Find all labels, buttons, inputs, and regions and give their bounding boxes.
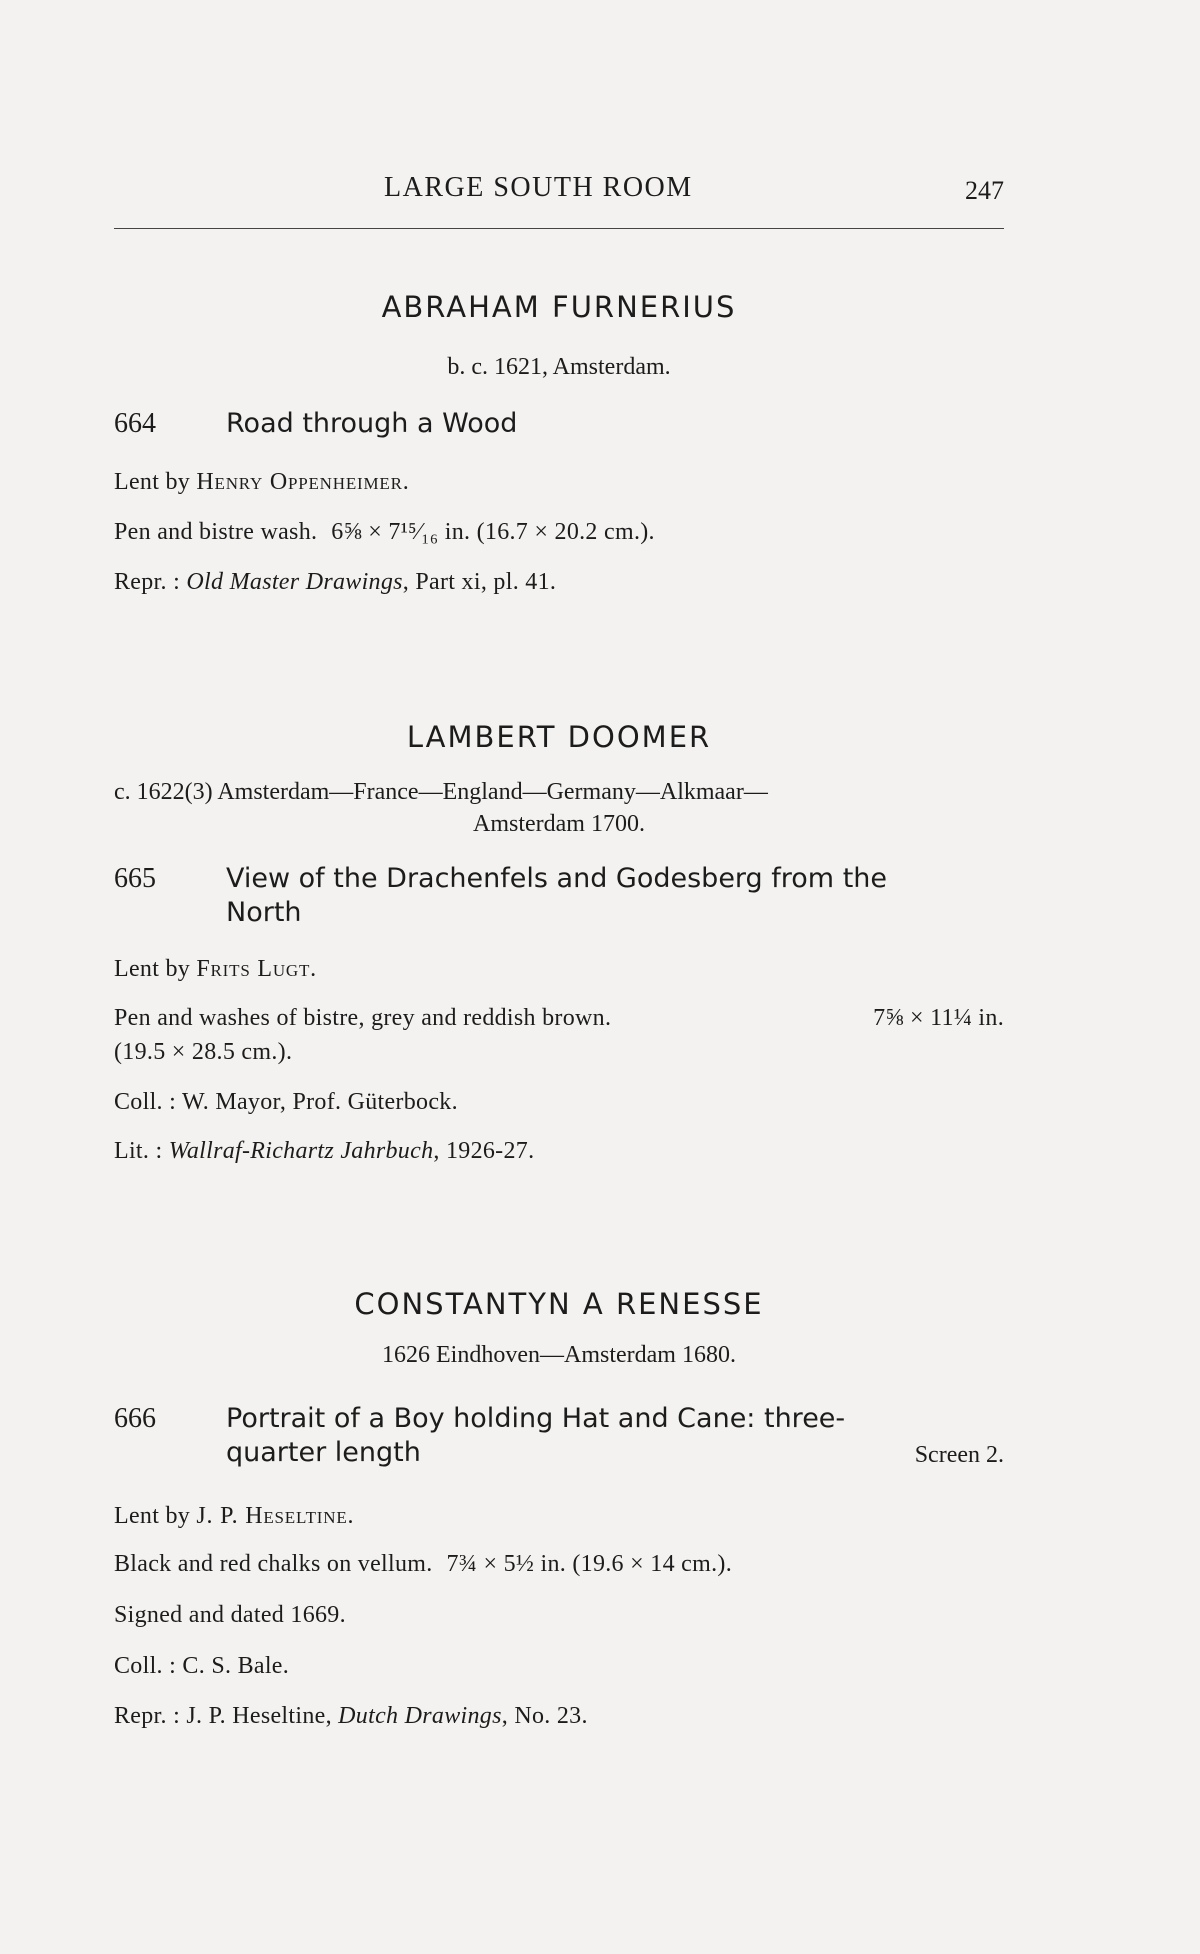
- repr-label: Repr. :: [114, 569, 187, 595]
- reproduction-line: [114, 565, 1004, 599]
- running-title: LARGE SOUTH ROOM: [384, 172, 693, 203]
- lender-line: [114, 952, 1004, 986]
- lender-line: [114, 465, 1004, 499]
- lender-name: Frits Lugt.: [196, 956, 317, 982]
- repr-author: J. P. Heseltine,: [186, 1703, 339, 1729]
- artist-heading: CONSTANTYN A RENESSE: [354, 1287, 764, 1321]
- medium-line: [114, 1547, 1004, 1581]
- artist-dates-line-2: Amsterdam 1700.: [473, 811, 645, 837]
- artist-dates: b. c. 1621, Amsterdam.: [447, 354, 671, 380]
- catalogue-number: 665: [114, 863, 156, 894]
- catalogue-number: 664: [114, 408, 156, 439]
- repr-title: Old Master Drawings: [186, 569, 403, 595]
- work-title: [226, 862, 1004, 930]
- work-title: Road through a Wood: [226, 408, 518, 439]
- collection-line: Coll. : C. S. Bale.: [114, 1653, 290, 1679]
- artist-dates: [114, 776, 1004, 840]
- lender-name: J. P. Heseltine.: [196, 1503, 355, 1529]
- dimensions-cm: (19.5 × 28.5 cm.).: [114, 1039, 293, 1065]
- lent-prefix: Lent by: [114, 956, 197, 982]
- medium-line: [114, 1001, 1004, 1035]
- artist-dates: 1626 Eindhoven—Amsterdam 1680.: [382, 1342, 736, 1368]
- medium-line: [114, 515, 1004, 549]
- work-title-line-1: View of the Drachenfels and Godesberg from the: [226, 863, 887, 894]
- work-title-line-1: Portrait of a Boy holding Hat and Cane: three-: [226, 1403, 846, 1434]
- reproduction-line: [114, 1699, 1004, 1733]
- artist-dates-line-1: c. 1622(3) Amsterdam—France—England—Germany—Alkmaar—: [114, 779, 768, 805]
- literature-line: [114, 1134, 1004, 1168]
- lent-prefix: Lent by: [114, 469, 197, 495]
- lit-label: Lit. :: [114, 1138, 169, 1164]
- repr-title: Dutch Drawings: [338, 1703, 502, 1729]
- medium: Pen and washes of bistre, grey and reddish brown.: [114, 1005, 612, 1031]
- artist-heading: LAMBERT DOOMER: [406, 720, 712, 754]
- artist-heading: ABRAHAM FURNERIUS: [381, 290, 737, 324]
- medium: Pen and bistre wash.: [114, 519, 318, 545]
- repr-rest: , Part xi, pl. 41.: [402, 569, 557, 595]
- repr-rest: , No. 23.: [501, 1703, 588, 1729]
- header-rule: [114, 228, 1004, 229]
- dimensions: 7¾ × 5½ in. (19.6 × 14 cm.).: [446, 1551, 732, 1577]
- lit-title: Wallraf-Richartz Jahrbuch: [168, 1138, 434, 1164]
- dimensions: 6⅝ × 7¹⁵⁄₁₆ in. (16.7 × 20.2 cm.).: [331, 519, 655, 545]
- lender-line: [114, 1499, 1004, 1533]
- lit-rest: , 1926-27.: [433, 1138, 535, 1164]
- work-title-line-2: quarter length: [226, 1437, 421, 1468]
- repr-label: Repr. :: [114, 1703, 187, 1729]
- medium: Black and red chalks on vellum.: [114, 1551, 433, 1577]
- running-head: [114, 172, 1004, 212]
- work-title-line-2: North: [226, 897, 302, 928]
- lender-name: Henry Oppenheimer.: [196, 469, 410, 495]
- signature-line: Signed and dated 1669.: [114, 1602, 346, 1628]
- collection-line: Coll. : W. Mayor, Prof. Güterbock.: [114, 1089, 458, 1115]
- catalogue-number: 666: [114, 1403, 156, 1434]
- lent-prefix: Lent by: [114, 1503, 197, 1529]
- screen-note: Screen 2.: [914, 1442, 1004, 1468]
- work-title: [226, 1402, 1004, 1470]
- page-number: 247: [965, 176, 1004, 205]
- dimensions: 7⅝ × 11¼ in.: [873, 1005, 1004, 1031]
